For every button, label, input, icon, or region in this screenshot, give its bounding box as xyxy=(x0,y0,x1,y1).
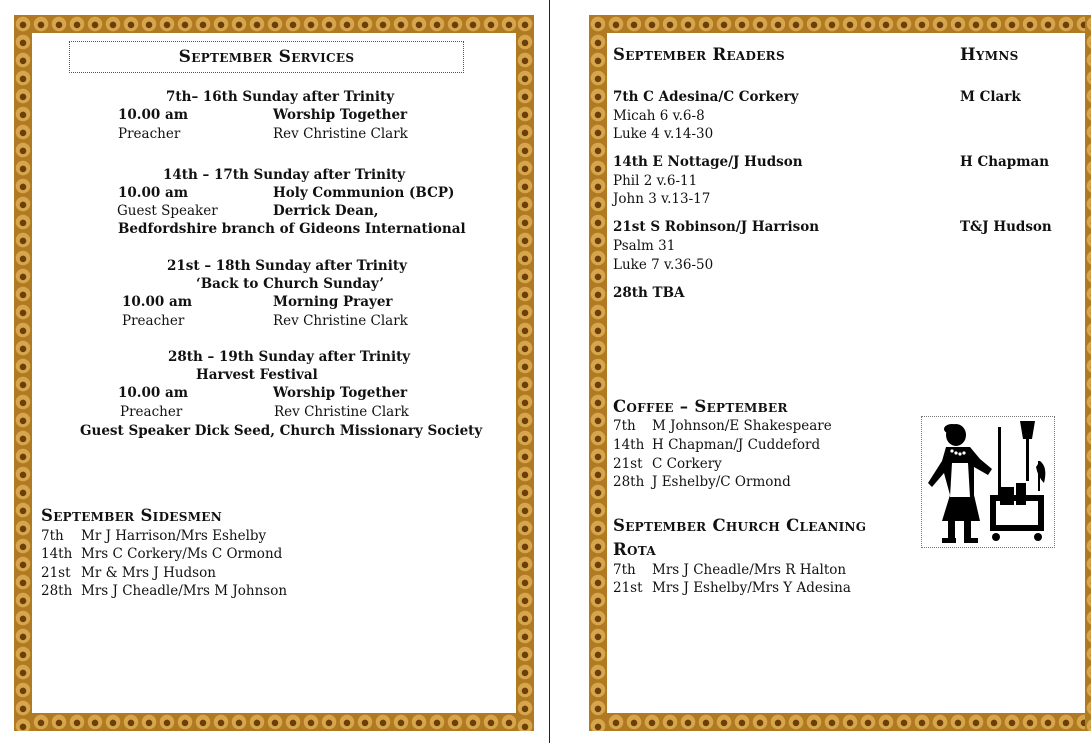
coffee-names: J Eshelby/C Ormond xyxy=(652,474,791,490)
service-heading: 7th– 16th Sunday after Trinity xyxy=(166,89,395,105)
service-time: 10.00 am xyxy=(118,107,189,123)
service-heading: 28th – 19th Sunday after Trinity xyxy=(168,349,411,365)
border-right xyxy=(1085,15,1091,731)
coffee-date: 7th xyxy=(613,418,636,434)
hymns-title: Hymns xyxy=(960,45,1019,64)
service-person: Rev Christine Clark xyxy=(273,313,408,329)
sidesmen-title: September Sidesmen xyxy=(41,506,222,525)
coffee-date: 14th xyxy=(613,437,645,453)
hymns-name: T&J Hudson xyxy=(960,219,1052,235)
coffee-names: H Chapman/J Cuddeford xyxy=(652,437,821,453)
service-note: Guest Speaker Dick Seed, Church Missionary Society xyxy=(80,423,483,439)
services-title: September Services xyxy=(69,41,464,73)
reading: Psalm 31 xyxy=(613,238,676,254)
border-top xyxy=(14,15,534,33)
coffee-date: 28th xyxy=(613,474,645,490)
service-person: Derrick Dean, xyxy=(273,203,379,219)
reader-heading: 28th TBA xyxy=(613,285,685,301)
cleaning-names: Mrs J Eshelby/Mrs Y Adesina xyxy=(652,580,851,596)
cleaning-title: September Church Cleaning xyxy=(613,516,867,535)
cleaning-title-line2: Rota xyxy=(613,540,656,559)
sidesmen-date: 7th xyxy=(41,528,64,544)
reading: John 3 v.13-17 xyxy=(613,191,711,207)
hymns-name: M Clark xyxy=(960,89,1021,105)
coffee-date: 21st xyxy=(613,456,643,472)
coffee-names: C Corkery xyxy=(652,456,722,472)
service-role: Preacher xyxy=(118,126,181,142)
border-bottom xyxy=(14,713,534,731)
service-heading: 21st – 18th Sunday after Trinity xyxy=(167,258,407,274)
service-name: Worship Together xyxy=(273,107,408,123)
reader-heading: 21st S Robinson/J Harrison xyxy=(613,219,820,235)
cleaning-date: 7th xyxy=(613,562,636,578)
service-time: 10.00 am xyxy=(118,185,189,201)
coffee-title: Coffee – September xyxy=(613,397,788,416)
service-note: Bedfordshire branch of Gideons International xyxy=(118,221,466,237)
reader-heading: 14th E Nottage/J Hudson xyxy=(613,154,803,170)
sidesmen-date: 14th xyxy=(41,546,73,562)
page-divider xyxy=(549,0,550,743)
border-left xyxy=(14,15,32,731)
service-person: Rev Christine Clark xyxy=(273,126,408,142)
sidesmen-date: 21st xyxy=(41,565,71,581)
service-person: Rev Christine Clark xyxy=(274,404,409,420)
sidesmen-date: 28th xyxy=(41,583,73,599)
reading: Luke 7 v.36-50 xyxy=(613,257,714,273)
readers-title: September Readers xyxy=(613,45,785,64)
cleaning-date: 21st xyxy=(613,580,643,596)
border-right xyxy=(516,15,534,731)
service-name: Holy Communion (BCP) xyxy=(273,185,455,201)
service-role: Guest Speaker xyxy=(117,203,218,219)
border-bottom xyxy=(589,713,1091,731)
service-name: Morning Prayer xyxy=(273,294,393,310)
border-top xyxy=(589,15,1091,33)
sidesmen-names: Mr & Mrs J Hudson xyxy=(81,565,216,581)
sidesmen-names: Mr J Harrison/Mrs Eshelby xyxy=(81,528,267,544)
cleaning-lady-icon xyxy=(922,417,1054,547)
service-subheading: ‘Back to Church Sunday’ xyxy=(196,276,384,292)
reading: Phil 2 v.6-11 xyxy=(613,173,698,189)
service-role: Preacher xyxy=(120,404,183,420)
coffee-names: M Johnson/E Shakespeare xyxy=(652,418,832,434)
reading: Luke 4 v.14-30 xyxy=(613,126,714,142)
cleaning-names: Mrs J Cheadle/Mrs R Halton xyxy=(652,562,847,578)
service-time: 10.00 am xyxy=(118,385,189,401)
service-subheading: Harvest Festival xyxy=(196,367,318,383)
service-role: Preacher xyxy=(122,313,185,329)
service-heading: 14th – 17th Sunday after Trinity xyxy=(163,167,406,183)
service-name: Worship Together xyxy=(273,385,408,401)
hymns-name: H Chapman xyxy=(960,154,1050,170)
reading: Micah 6 v.6-8 xyxy=(613,108,705,124)
sidesmen-names: Mrs J Cheadle/Mrs M Johnson xyxy=(81,583,288,599)
cleaning-lady-clipart xyxy=(921,416,1055,548)
reader-heading: 7th C Adesina/C Corkery xyxy=(613,89,799,105)
service-time: 10.00 am xyxy=(122,294,193,310)
sidesmen-names: Mrs C Corkery/Ms C Ormond xyxy=(81,546,283,562)
border-left xyxy=(589,15,607,731)
